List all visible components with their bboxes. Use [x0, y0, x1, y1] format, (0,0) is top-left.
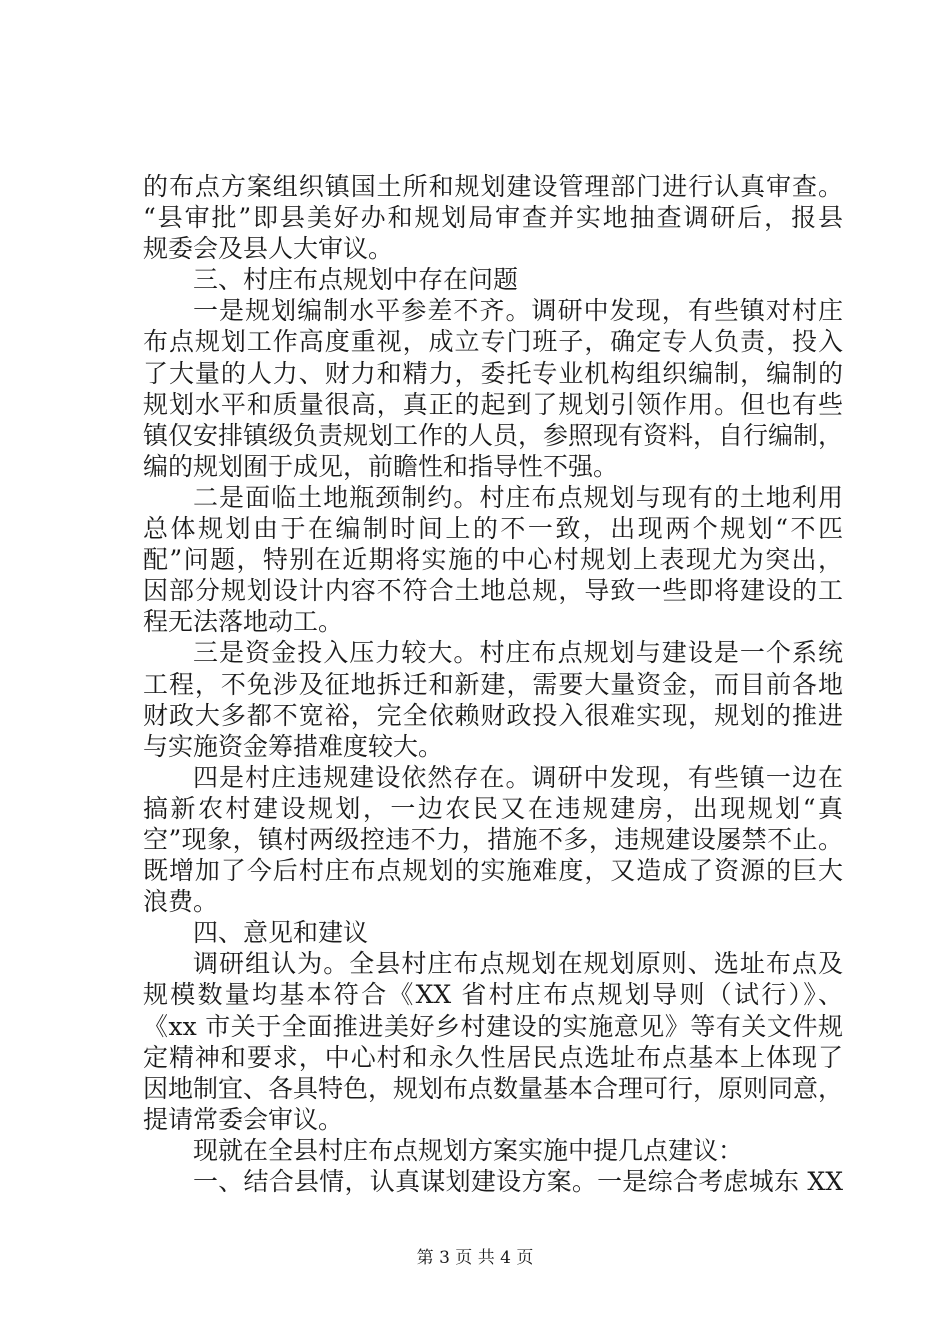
- text-line: 《xx 市关于全面推进美好乡村建设的实施意见》等有关文件规: [143, 1011, 843, 1041]
- text-line: 镇仅安排镇级负责规划工作的人员，参照现有资料，自行编制，: [143, 420, 844, 450]
- text-line: 因部分规划设计内容不符合土地总规，导致一些即将建设的工: [143, 576, 843, 606]
- text-line: 三、村庄布点规划中存在问题: [193, 265, 519, 295]
- text-line: “县审批”即县美好办和规划局审查并实地抽查调研后，报县: [143, 203, 843, 233]
- text-line: 二是面临土地瓶颈制约。村庄布点规划与现有的土地利用: [193, 482, 843, 512]
- text-line: 因地制宜、各具特色，规划布点数量基本合理可行，原则同意，: [143, 1073, 844, 1103]
- text-line: 浪费。: [143, 887, 219, 917]
- text-line: 财政大多都不宽裕，完全依赖财政投入很难实现，规划的推进: [143, 700, 843, 730]
- text-line: 程无法落地动工。: [143, 607, 344, 637]
- text-line: 配”问题，特别在近期将实施的中心村规划上表现尤为突出，: [143, 545, 843, 575]
- page-footer: 第 3 页 共 4 页: [416, 1248, 534, 1268]
- text-line: 定精神和要求，中心村和永久性居民点选址布点基本上体现了: [143, 1042, 843, 1072]
- text-line: 提请常委会审议。: [143, 1104, 344, 1134]
- text-line: 四、意见和建议: [193, 918, 369, 948]
- text-line: 现就在全县村庄布点规划方案实施中提几点建议：: [193, 1135, 744, 1165]
- text-line: 调研组认为。全县村庄布点规划在规划原则、选址布点及: [193, 949, 843, 979]
- text-line: 布点规划工作高度重视，成立专门班子，确定专人负责，投入: [143, 327, 843, 357]
- text-line: 一、结合县情，认真谋划建设方案。一是综合考虑城东 XX: [193, 1167, 843, 1196]
- text-line: 工程，不免涉及征地拆迁和新建，需要大量资金，而目前各地: [143, 669, 843, 699]
- text-line: 三是资金投入压力较大。村庄布点规划与建设是一个系统: [193, 638, 843, 668]
- text-line: 规划水平和质量很高，真正的起到了规划引领作用。但也有些: [143, 389, 843, 419]
- text-line: 了大量的人力、财力和精力，委托专业机构组织编制，编制的: [143, 358, 843, 388]
- text-line: 规模数量均基本符合《XX 省村庄布点规划导则（试行）》、: [143, 980, 843, 1010]
- document-body: [143, 171, 843, 1197]
- text-line: 四是村庄违规建设依然存在。调研中发现，有些镇一边在: [193, 762, 843, 792]
- text-line: 一是规划编制水平参差不齐。调研中发现，有些镇对村庄: [193, 296, 843, 326]
- text-line: 规委会及县人大审议。: [143, 234, 394, 264]
- text-line: 的布点方案组织镇国土所和规划建设管理部门进行认真审查。: [143, 172, 843, 201]
- text-line: 空”现象，镇村两级控违不力，措施不多，违规建设屡禁不止。: [143, 824, 843, 854]
- text-line: 编的规划囿于成见，前瞻性和指导性不强。: [143, 451, 619, 481]
- text-line: 搞新农村建设规划，一边农民又在违规建房，出现规划“真: [143, 793, 843, 823]
- text-line: 总体规划由于在编制时间上的不一致，出现两个规划“不匹: [143, 514, 843, 544]
- text-line: 与实施资金筹措难度较大。: [143, 731, 444, 761]
- text-line: 既增加了今后村庄布点规划的实施难度，又造成了资源的巨大: [143, 856, 843, 886]
